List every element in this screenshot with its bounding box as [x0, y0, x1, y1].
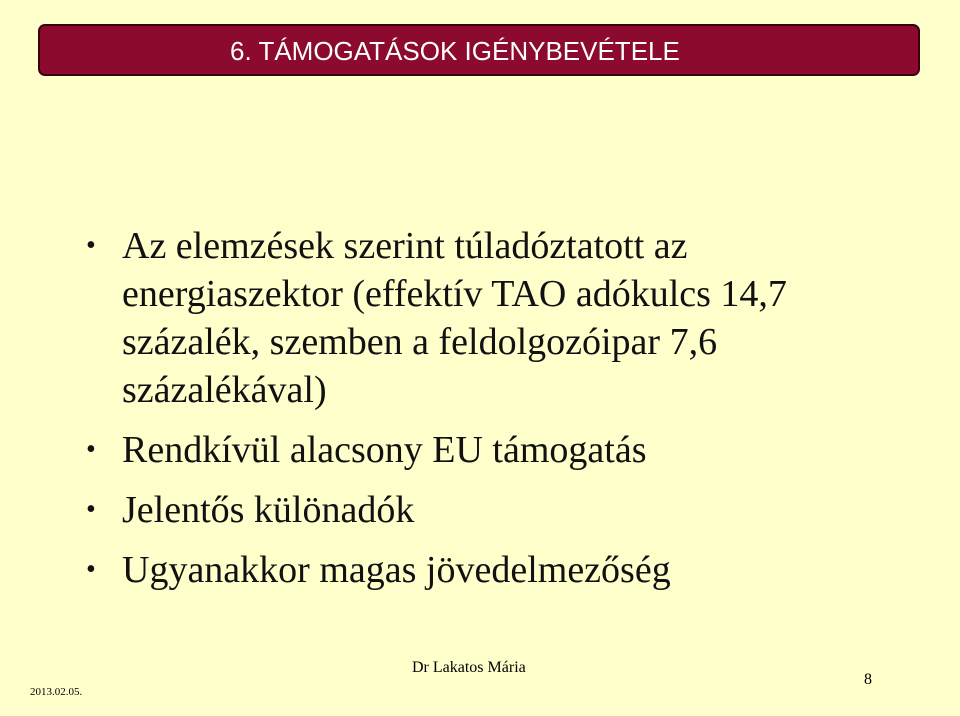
- footer-author: Dr Lakatos Mária: [412, 659, 526, 676]
- bullet-item-3: [86, 486, 876, 534]
- bullet-list: [86, 222, 876, 606]
- bullet-marker: •: [86, 434, 96, 465]
- bullet-text: Az elemzések szerint túladóztatott az energiaszektor (effektív TAO adókulcs 14,7 százalék, szemben a feldolgozóipar 7,6 százalékával): [122, 225, 787, 411]
- title-bar: [38, 24, 920, 76]
- slide-title: 6. TÁMOGATÁSOK IGÉNYBEVÉTELE: [230, 36, 680, 66]
- bullet-text: Jelentős különadók: [122, 489, 415, 531]
- bullet-item-2: [86, 426, 876, 474]
- bullet-marker: •: [86, 230, 96, 261]
- bullet-item-1: [86, 222, 876, 414]
- page-number: 8: [864, 671, 872, 688]
- bullet-text: Rendkívül alacsony EU támogatás: [122, 429, 647, 471]
- bullet-marker: •: [86, 554, 96, 585]
- bullet-item-4: [86, 546, 876, 594]
- footer-date: 2013.02.05.: [30, 686, 83, 698]
- bullet-text: Ugyanakkor magas jövedelmezőség: [122, 549, 671, 591]
- bullet-marker: •: [86, 494, 96, 525]
